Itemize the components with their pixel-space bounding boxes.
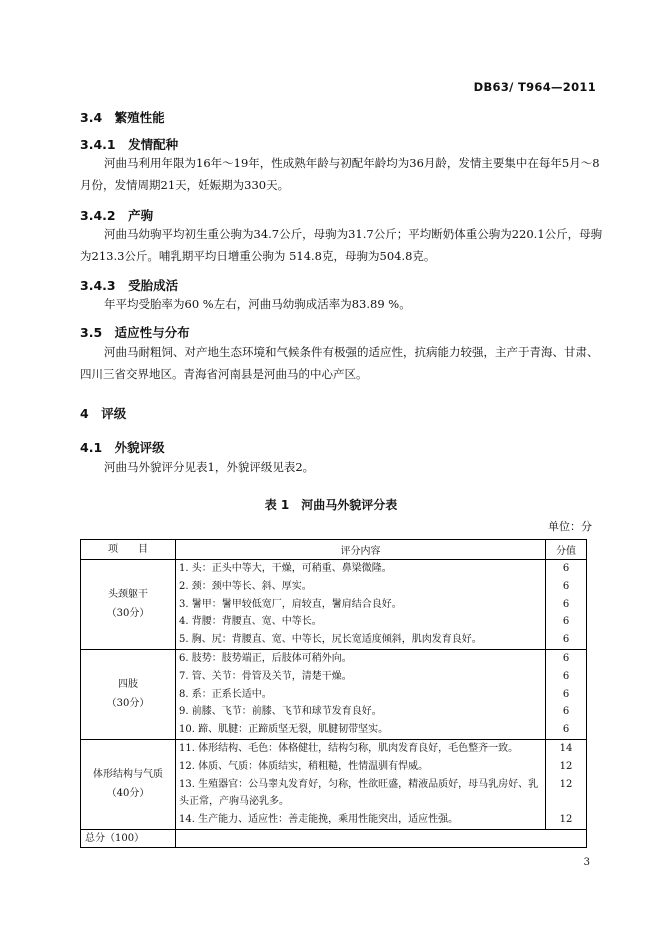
appearance-score-table [80, 539, 587, 848]
heading-4: 4 评级 [80, 406, 127, 421]
group-items [176, 649, 546, 739]
total-label: 总分（100） [81, 829, 176, 847]
paragraph-line: 月份，发情周期21天，妊娠期为330天。 [80, 178, 290, 192]
paragraph-adaptability [80, 341, 600, 385]
criterion: 1. 头：正头中等大，干燥，可稍重、鼻梁微隆。 [179, 563, 392, 574]
score: 14 [559, 742, 573, 754]
table-unit: 单位：分 [548, 520, 592, 533]
criterion: 9. 前膝、飞节：前膝、飞节和球节发育良好。 [179, 706, 382, 718]
document-code: DB63/ T964—2011 [473, 80, 596, 94]
score: 12 [559, 778, 573, 790]
score: 6 [562, 724, 570, 736]
score: 6 [562, 616, 570, 628]
paragraph-line: 河曲马耐粗饲、对产地生态环境和气候条件有极强的适应性，抗病能力较强，主产于青海、甘肃、 [104, 345, 599, 359]
score: 6 [562, 563, 570, 574]
score: 6 [562, 598, 570, 610]
group-scores [546, 560, 587, 650]
group-scores [546, 649, 587, 739]
criterion: 6. 肢势：肢势端正，后肢体可稍外向。 [179, 652, 352, 664]
criterion: 14. 生产能力、适应性：善走能挽，乘用性能突出，适应性强。 [179, 814, 459, 826]
paragraph-foaling [80, 223, 603, 267]
score: 6 [562, 670, 570, 682]
group-items [176, 739, 546, 829]
paragraph-estrus [80, 152, 600, 196]
paragraph-line: 为213.3公斤。哺乳期平均日增重公驹为 514.8克，母驹为504.8克。 [80, 249, 436, 263]
paragraph-line: 年平均受胎率为60 %左右，河曲马幼驹成活率为83.89 %。 [104, 297, 411, 311]
paragraph-line: 河曲马利用年限为16年～19年，性成熟年龄与初配年龄均为36月龄，发情主要集中在每年5月～8 [104, 156, 600, 170]
heading-3-4: 3.4 繁殖性能 [80, 110, 165, 125]
criterion: 12. 体质、气质：体质结实，稍粗糙，性情温驯有悍威。 [179, 760, 429, 772]
group-points: （30分） [106, 698, 150, 710]
heading-3-4-1: 3.4.1 发情配种 [80, 137, 179, 152]
criterion: 4. 背腰：背腰直、宽、中等长。 [179, 616, 322, 628]
paragraph-conception [80, 293, 600, 315]
criterion: 13. 生殖器官：公马睾丸发育好，匀称，性欲旺盛，精液品质好，母马乳房好、乳头正常，产驹马泌乳多。 [179, 778, 539, 808]
score: 12 [559, 760, 573, 772]
header-content: 评分内容 [176, 540, 546, 560]
criterion: 5. 胸、尻：背腰直、宽、中等长，尻长宽适度倾斜，肌肉发育良好。 [179, 634, 482, 646]
heading-3-4-3: 3.4.3 受胎成活 [80, 278, 179, 293]
group-points: （40分） [106, 788, 150, 800]
criterion: 8. 系：正系长适中。 [179, 688, 272, 700]
group-head-neck-trunk [81, 560, 176, 650]
table-row [81, 560, 587, 650]
score: 12 [559, 814, 573, 826]
group-points: （30分） [106, 608, 150, 620]
heading-4-1: 4.1 外貌评级 [80, 440, 165, 455]
group-name: 四肢 [118, 679, 138, 691]
score: 6 [562, 580, 570, 592]
score: 6 [562, 652, 570, 664]
header-score: 分值 [546, 540, 587, 560]
table-row [81, 739, 587, 829]
group-body-temperament [81, 739, 176, 829]
group-scores [546, 739, 587, 829]
criterion: 3. 鬐甲：鬐甲较低宽厂，肩较直，鬐肩结合良好。 [179, 598, 402, 610]
criterion: 11. 体形结构、毛色：体格健壮，结构匀称，肌肉发育良好，毛色整齐一致。 [179, 742, 519, 754]
paragraph-grading-intro [80, 456, 600, 478]
table-caption: 表 1 河曲马外貌评分表 [264, 498, 398, 512]
group-name: 体形结构与气质 [93, 769, 163, 781]
group-name: 头颈躯干 [108, 589, 148, 601]
group-items [176, 560, 546, 650]
criterion: 2. 颈：颈中等长、斜、厚实。 [179, 580, 312, 592]
score: 6 [562, 706, 570, 718]
total-empty-cell [176, 829, 587, 847]
page-number: 3 [583, 857, 590, 868]
heading-3-5: 3.5 适应性与分布 [80, 325, 190, 340]
score: 6 [562, 634, 570, 646]
total-row [81, 829, 587, 847]
paragraph-line: 河曲马幼驹平均初生重公驹为34.7公斤，母驹为31.7公斤；平均断奶体重公驹为220.1公斤，母驹 [104, 227, 603, 241]
heading-3-4-2: 3.4.2 产驹 [80, 208, 154, 223]
table-row [81, 649, 587, 739]
header-item: 项 目 [81, 540, 176, 560]
paragraph-line: 河曲马外貌评分见表1，外貌评级见表2。 [104, 460, 315, 474]
criterion: 7. 管、关节：骨管及关节，清楚干燥。 [179, 670, 352, 682]
table-header-row [81, 540, 587, 560]
score: 6 [562, 688, 570, 700]
paragraph-line: 四川三省交界地区。青海省河南县是河曲马的中心产区。 [80, 367, 368, 381]
criterion: 10. 蹄、肌腱：正蹄质坚无裂，肌腱韧带坚实。 [179, 724, 389, 736]
group-limbs [81, 649, 176, 739]
